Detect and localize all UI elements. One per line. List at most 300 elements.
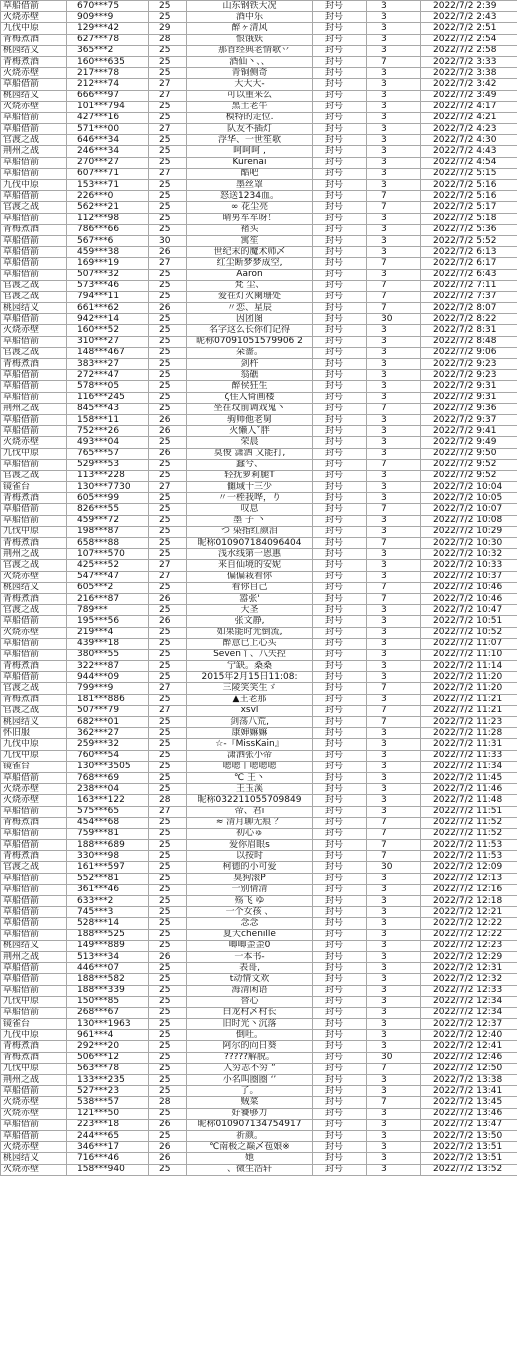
table-row [1,124,517,135]
server-cell: 官渡之战 [1,605,67,616]
time-cell: 2022/7/2 9:23 [421,359,517,370]
server-cell: 草船借箭 [1,504,67,515]
level-cell: 25 [149,862,187,873]
character-name-cell: 翁礁 [187,370,313,381]
action-cell: 封号 [313,616,367,627]
server-cell: 桃园结义 [1,1153,67,1164]
account-cell: 571***00 [67,124,149,135]
account-cell: 310***27 [67,336,149,347]
action-cell: 封号 [313,985,367,996]
level-cell: 28 [149,795,187,806]
time-cell: 2022/7/2 10:29 [421,526,517,537]
account-cell: 272***47 [67,370,149,381]
character-name-cell: 海清闲语 [187,985,313,996]
duration-cell: 3 [367,627,421,638]
time-cell: 2022/7/2 10:05 [421,493,517,504]
level-cell: 25 [149,761,187,772]
account-cell: 786***66 [67,224,149,235]
server-cell: 草船借箭 [1,907,67,918]
server-cell: 草船借箭 [1,392,67,403]
account-cell: 148***467 [67,347,149,358]
server-cell: 火烧赤壁 [1,627,67,638]
action-cell: 封号 [313,627,367,638]
duration-cell: 7 [367,817,421,828]
action-cell: 封号 [313,515,367,526]
time-cell: 2022/7/2 10:52 [421,627,517,638]
level-cell: 27 [149,258,187,269]
account-cell: 425***52 [67,560,149,571]
level-cell: 25 [149,470,187,481]
table-row [1,739,517,750]
level-cell: 25 [149,1030,187,1041]
character-name-cell: 表哥, [187,963,313,974]
duration-cell: 3 [367,661,421,672]
time-cell: 2022/7/2 9:52 [421,459,517,470]
table-row [1,728,517,739]
server-cell: 桃园结义 [1,90,67,101]
table-row [1,157,517,168]
table-row [1,929,517,940]
account-cell: 150***85 [67,996,149,1007]
duration-cell: 3 [367,918,421,929]
time-cell: 2022/7/2 10:32 [421,549,517,560]
time-cell: 2022/7/2 5:17 [421,202,517,213]
action-cell: 封号 [313,750,367,761]
time-cell: 2022/7/2 12:34 [421,996,517,1007]
action-cell: 封号 [313,224,367,235]
duration-cell: 3 [367,1130,421,1141]
character-name-cell: 帝、君i [187,806,313,817]
table-row [1,784,517,795]
level-cell: 25 [149,12,187,23]
table-row [1,79,517,90]
duration-cell: 3 [367,985,421,996]
action-cell: 封号 [313,157,367,168]
account-cell: 961***4 [67,1030,149,1041]
action-cell: 封号 [313,269,367,280]
table-row [1,907,517,918]
level-cell: 25 [149,661,187,672]
duration-cell: 3 [367,336,421,347]
level-cell: 27 [149,705,187,716]
server-cell: 九伐中原 [1,23,67,34]
level-cell: 25 [149,1041,187,1052]
action-cell: 封号 [313,605,367,616]
action-cell: 封号 [313,1153,367,1164]
character-name-cell: 轻抚萝莉腿T [187,470,313,481]
account-cell: 909***9 [67,12,149,23]
server-cell: 荆州之战 [1,549,67,560]
duration-cell: 7 [367,191,421,202]
action-cell: 封号 [313,180,367,191]
server-cell: 官渡之战 [1,291,67,302]
server-cell: 九伐中原 [1,180,67,191]
duration-cell: 3 [367,672,421,683]
time-cell: 2022/7/2 8:22 [421,314,517,325]
character-name-cell: 小名叫圈圈 ‘’ [187,1075,313,1086]
action-cell: 封号 [313,907,367,918]
server-cell: 火烧赤壁 [1,437,67,448]
action-cell: 封号 [313,526,367,537]
server-cell: 草船借箭 [1,1119,67,1130]
table-row [1,1063,517,1074]
server-cell: 草船借箭 [1,124,67,135]
action-cell: 封号 [313,291,367,302]
time-cell: 2022/7/2 12:33 [421,985,517,996]
action-cell: 封号 [313,45,367,56]
action-cell: 封号 [313,638,367,649]
action-cell: 封号 [313,168,367,179]
action-cell: 封号 [313,1108,367,1119]
account-cell: 113***228 [67,470,149,481]
server-cell: 草船借箭 [1,974,67,985]
duration-cell: 3 [367,168,421,179]
level-cell: 25 [149,370,187,381]
server-cell: 青梅煮酒 [1,593,67,604]
level-cell: 25 [149,649,187,660]
action-cell: 封号 [313,325,367,336]
action-cell: 封号 [313,918,367,929]
character-name-cell: 昵称010907134754917 [187,1119,313,1130]
table-row [1,772,517,783]
server-cell: 草船借箭 [1,79,67,90]
account-cell: 181***886 [67,694,149,705]
server-cell: 草船借箭 [1,414,67,425]
duration-cell: 3 [367,180,421,191]
duration-cell: 3 [367,739,421,750]
level-cell: 27 [149,482,187,493]
account-cell: 188***689 [67,840,149,851]
time-cell: 2022/7/2 5:36 [421,224,517,235]
table-row [1,202,517,213]
level-cell: 25 [149,784,187,795]
server-cell: 草船借箭 [1,963,67,974]
server-cell: 草船借箭 [1,806,67,817]
server-cell: 草船借箭 [1,672,67,683]
character-name-cell: 大圣 [187,605,313,616]
table-row [1,12,517,23]
account-cell: 268***67 [67,1007,149,1018]
action-cell: 封号 [313,1041,367,1052]
time-cell: 2022/7/2 2:43 [421,12,517,23]
action-cell: 封号 [313,68,367,79]
time-cell: 2022/7/2 2:51 [421,23,517,34]
action-cell: 封号 [313,1119,367,1130]
duration-cell: 7 [367,56,421,67]
account-cell: 605***99 [67,493,149,504]
server-cell: 荆州之战 [1,403,67,414]
action-cell: 封号 [313,951,367,962]
table-row [1,1164,517,1175]
level-cell: 27 [149,683,187,694]
account-cell: 567***6 [67,235,149,246]
time-cell: 2022/7/2 12:13 [421,873,517,884]
duration-cell: 3 [367,907,421,918]
level-cell: 25 [149,828,187,839]
account-cell: 216***87 [67,593,149,604]
duration-cell: 3 [367,482,421,493]
level-cell: 25 [149,1,187,12]
action-cell: 封号 [313,705,367,716]
level-cell: 25 [149,347,187,358]
account-cell: 799***9 [67,683,149,694]
account-cell: 169***19 [67,258,149,269]
time-cell: 2022/7/2 11:21 [421,694,517,705]
level-cell: 25 [149,202,187,213]
action-cell: 封号 [313,79,367,90]
account-cell: 121***50 [67,1108,149,1119]
table-row [1,661,517,672]
time-cell: 2022/7/2 9:52 [421,470,517,481]
action-cell: 封号 [313,470,367,481]
duration-cell: 3 [367,112,421,123]
account-cell: 528***14 [67,918,149,929]
server-cell: 青梅煮酒 [1,34,67,45]
time-cell: 2022/7/2 12:40 [421,1030,517,1041]
character-name-cell: 来自仙境的安妮 [187,560,313,571]
character-name-cell: 爱在灯火阑珊处 [187,291,313,302]
account-cell: 633***2 [67,896,149,907]
account-cell: 459***72 [67,515,149,526]
character-name-cell: 贼菜 [187,1097,313,1108]
account-cell: 362***27 [67,728,149,739]
time-cell: 2022/7/2 11:14 [421,661,517,672]
character-name-cell: 浅水线第一恩惠 [187,549,313,560]
server-cell: 荆州之战 [1,951,67,962]
character-name-cell: 念念 [187,918,313,929]
character-name-cell: 墨 子 丶 [187,515,313,526]
action-cell: 封号 [313,840,367,851]
action-cell: 封号 [313,1030,367,1041]
action-cell: 封号 [313,974,367,985]
time-cell: 2022/7/2 11:07 [421,638,517,649]
duration-cell: 3 [367,157,421,168]
time-cell: 2022/7/2 12:41 [421,1041,517,1052]
character-name-cell: 嚣张' [187,593,313,604]
account-cell: 794***11 [67,291,149,302]
time-cell: 2022/7/2 2:39 [421,1,517,12]
level-cell: 25 [149,728,187,739]
level-cell: 25 [149,526,187,537]
server-cell: 青梅煮酒 [1,661,67,672]
action-cell: 封号 [313,728,367,739]
duration-cell: 7 [367,593,421,604]
level-cell: 25 [149,985,187,996]
table-row [1,459,517,470]
level-cell: 25 [149,224,187,235]
server-cell: 草船借箭 [1,515,67,526]
account-cell: 760***54 [67,750,149,761]
character-name-cell: 一别倩清 [187,884,313,895]
time-cell: 2022/7/2 11:10 [421,649,517,660]
action-cell: 封号 [313,717,367,728]
server-cell: 九伐中原 [1,526,67,537]
character-name-cell: 如果能时光倒流, [187,627,313,638]
duration-cell: 3 [367,79,421,90]
time-cell: 2022/7/2 11:28 [421,728,517,739]
character-name-cell: 可以重来么 [187,90,313,101]
character-name-cell: 山东钢铁大况 [187,1,313,12]
table-row [1,403,517,414]
time-cell: 2022/7/2 13:45 [421,1097,517,1108]
table-row [1,370,517,381]
action-cell: 封号 [313,381,367,392]
action-cell: 封号 [313,560,367,571]
level-cell: 27 [149,90,187,101]
server-cell: 草船借箭 [1,112,67,123]
account-cell: 292***20 [67,1041,149,1052]
server-cell: 火烧赤壁 [1,101,67,112]
level-cell: 25 [149,627,187,638]
account-cell: 529***53 [67,459,149,470]
character-name-cell: 白龙村乄村长 [187,1007,313,1018]
action-cell: 封号 [313,90,367,101]
duration-cell: 3 [367,526,421,537]
account-cell: 130***3505 [67,761,149,772]
level-cell: 25 [149,403,187,414]
duration-cell: 3 [367,437,421,448]
level-cell: 25 [149,336,187,347]
time-cell: 2022/7/2 11:31 [421,739,517,750]
server-cell: 草船借箭 [1,213,67,224]
account-cell: 826***55 [67,504,149,515]
action-cell: 封号 [313,661,367,672]
table-row [1,672,517,683]
table-row [1,56,517,67]
time-cell: 2022/7/2 11:53 [421,840,517,851]
character-name-cell: 醉侯狂生 [187,381,313,392]
time-cell: 2022/7/2 8:48 [421,336,517,347]
table-row [1,392,517,403]
table-row [1,1142,517,1153]
server-cell: 官渡之战 [1,135,67,146]
time-cell: 2022/7/2 11:20 [421,683,517,694]
duration-cell: 3 [367,772,421,783]
time-cell: 2022/7/2 9:23 [421,370,517,381]
level-cell: 25 [149,1063,187,1074]
account-cell: 188***525 [67,929,149,940]
character-name-cell: 臭狗滚P [187,873,313,884]
level-cell: 25 [149,638,187,649]
server-cell: 草船借箭 [1,1007,67,1018]
duration-cell: 3 [367,761,421,772]
character-name-cell: 褚头 [187,224,313,235]
character-name-cell: 模特的走位. [187,112,313,123]
duration-cell: 7 [367,403,421,414]
account-cell: 454***68 [67,817,149,828]
time-cell: 2022/7/2 7:11 [421,280,517,291]
character-name-cell: 以按时 [187,851,313,862]
account-cell: 238***04 [67,784,149,795]
time-cell: 2022/7/2 11:34 [421,761,517,772]
account-cell: 161***597 [67,862,149,873]
account-cell: 552***81 [67,873,149,884]
account-cell: 507***32 [67,269,149,280]
duration-cell: 3 [367,784,421,795]
duration-cell: 3 [367,68,421,79]
action-cell: 封号 [313,1130,367,1141]
character-name-cell: 夏天chenille [187,929,313,940]
server-cell: 桃园结义 [1,45,67,56]
duration-cell: 3 [367,940,421,951]
table-row [1,1019,517,1030]
action-cell: 封号 [313,56,367,67]
duration-cell: 7 [367,828,421,839]
account-cell: 101***794 [67,101,149,112]
duration-cell: 3 [367,90,421,101]
action-cell: 封号 [313,314,367,325]
time-cell: 2022/7/2 13:51 [421,1153,517,1164]
time-cell: 2022/7/2 8:31 [421,325,517,336]
time-cell: 2022/7/2 11:51 [421,806,517,817]
account-cell: 158***940 [67,1164,149,1175]
level-cell: 26 [149,593,187,604]
character-name-cell: 一本书- [187,951,313,962]
duration-cell: 3 [367,1075,421,1086]
duration-cell: 3 [367,34,421,45]
character-name-cell: 醉ヶ清风 [187,23,313,34]
character-name-cell: 剑杵 [187,359,313,370]
duration-cell: 7 [367,280,421,291]
table-row [1,90,517,101]
level-cell: 25 [149,884,187,895]
action-cell: 封号 [313,347,367,358]
duration-cell: 3 [367,213,421,224]
character-name-cell: ?????解脱。 [187,1052,313,1063]
action-cell: 封号 [313,851,367,862]
character-name-cell: ℃ 王丶 [187,772,313,783]
server-cell: 九伐中原 [1,1030,67,1041]
table-row [1,974,517,985]
server-cell: 荆州之战 [1,1075,67,1086]
duration-cell: 3 [367,694,421,705]
table-row [1,862,517,873]
time-cell: 2022/7/2 12:16 [421,884,517,895]
table-row [1,616,517,627]
level-cell: 25 [149,940,187,951]
action-cell: 封号 [313,1075,367,1086]
server-cell: 青梅煮酒 [1,359,67,370]
action-cell: 封号 [313,1063,367,1074]
character-name-cell: xsvl [187,705,313,716]
level-cell: 25 [149,918,187,929]
character-name-cell: ￣那首经典老情歌丷 [187,45,313,56]
time-cell: 2022/7/2 10:04 [421,482,517,493]
action-cell: 封号 [313,761,367,772]
level-cell: 25 [149,213,187,224]
character-name-cell: 爱你眉眼s [187,840,313,851]
table-row [1,291,517,302]
character-name-cell: 王玉溪 [187,784,313,795]
server-cell: 草船借箭 [1,191,67,202]
server-cell: 草船借箭 [1,896,67,907]
action-cell: 封号 [313,649,367,660]
character-name-cell: 初心ゅ [187,828,313,839]
level-cell: 26 [149,951,187,962]
action-cell: 封号 [313,593,367,604]
action-cell: 封号 [313,23,367,34]
time-cell: 2022/7/2 10:08 [421,515,517,526]
duration-cell: 3 [367,347,421,358]
table-row [1,347,517,358]
action-cell: 封号 [313,146,367,157]
time-cell: 2022/7/2 12:29 [421,951,517,962]
server-cell: 草船借箭 [1,638,67,649]
duration-cell: 3 [367,1019,421,1030]
server-cell: 镜雀台 [1,1019,67,1030]
table-row [1,963,517,974]
time-cell: 2022/7/2 10:46 [421,593,517,604]
